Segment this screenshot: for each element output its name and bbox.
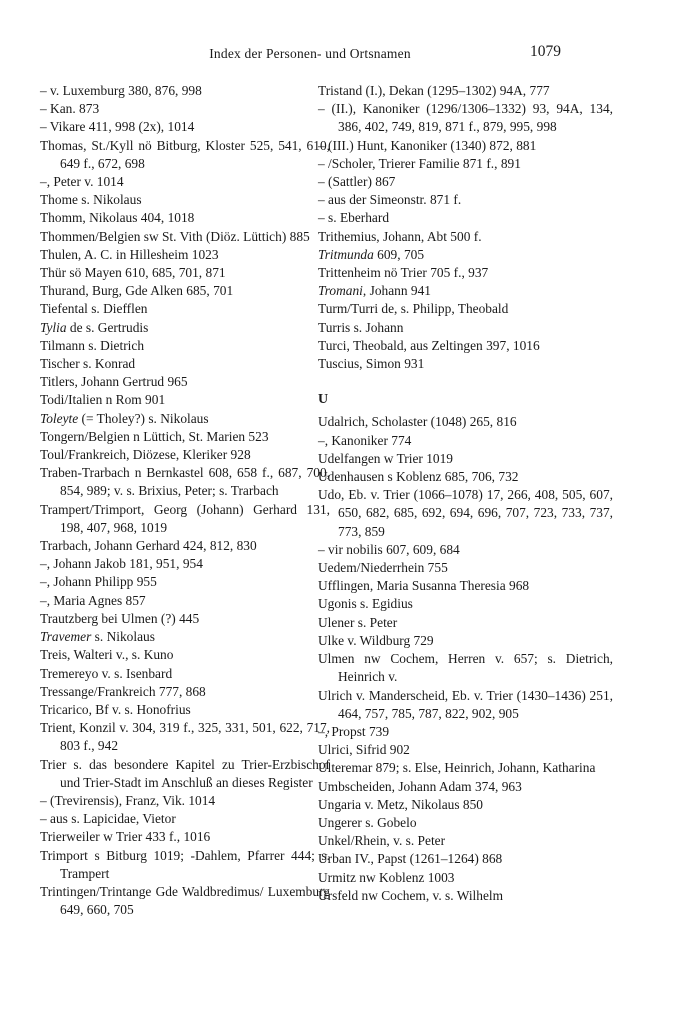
index-entry: Tricarico, Bf v. s. Honofrius: [40, 701, 191, 717]
index-entry: Turci, Theobald, aus Zeltingen 397, 1016: [318, 337, 540, 353]
index-entry: Trampert/Trimport, Georg (Johann) Gerhard 131, 198, 407, 968, 1019: [40, 501, 330, 535]
index-entry: Trimport s Bitburg 1019; -Dahlem, Pfarrer 444; s. Trampert: [40, 847, 330, 881]
index-entry: Tromani, Johann 941: [318, 283, 431, 299]
section-letter-u: U: [318, 392, 329, 408]
index-entry: – vir nobilis 607, 609, 684: [318, 541, 460, 557]
page-number: 1079: [530, 43, 561, 60]
index-entry: – (II.), Kanoniker (1296/1306–1332) 93, 94A, 134, 386, 402, 749, 819, 871 f., 879, 995, 998: [318, 101, 613, 135]
section-u: [318, 413, 613, 904]
index-entry: Ulrich v. Manderscheid, Eb. v. Trier (1430–1436) 251, 464, 757, 785, 787, 822, 902, 905: [318, 687, 613, 721]
index-entry: –, Kanoniker 774: [318, 432, 412, 448]
index-entry: Tremereyo v. s. Isenbard: [40, 665, 173, 681]
index-entry: – aus s. Lapicidae, Vietor: [40, 811, 176, 827]
index-entry: Umbscheiden, Johann Adam 374, 963: [318, 778, 522, 794]
index-entry: Ulrici, Sifrid 902: [318, 742, 410, 758]
index-entry: Unkel/Rhein, v. s. Peter: [318, 833, 446, 849]
index-entry: Ulener s. Peter: [318, 614, 398, 630]
index-entry: Udalrich, Scholaster (1048) 265, 816: [318, 414, 517, 430]
index-entry: Ürsfeld nw Cochem, v. s. Wilhelm: [318, 887, 504, 903]
index-entry: Turm/Turri de, s. Philipp, Theobald: [318, 301, 509, 317]
index-entry: Ugonis s. Egidius: [318, 596, 413, 612]
index-entry: Ufflingen, Maria Susanna Theresia 968: [318, 578, 530, 594]
index-entry: Udelfangen w Trier 1019: [318, 450, 454, 466]
index-entry: Udo, Eb. v. Trier (1066–1078) 17, 266, 408, 505, 607, 650, 682, 685, 692, 694, 696, 707, 723, 733, 737, 773, 859: [318, 487, 613, 539]
index-entry: Ungerer s. Gobelo: [318, 814, 417, 830]
index-entry: Tiefental s. Diefflen: [40, 301, 148, 317]
index-entry: – (Sattler) 867: [318, 174, 396, 190]
running-title: Index der Personen- und Ortsnamen: [209, 46, 411, 61]
index-entry: Trautzberg bei Ulmen (?) 445: [40, 610, 200, 626]
index-entry: Thomm, Nikolaus 404, 1018: [40, 210, 195, 226]
index-entry: Trithemius, Johann, Abt 500 f.: [318, 228, 482, 244]
page-header: [0, 44, 700, 66]
index-entry: – (III.) Hunt, Kanoniker (1340) 872, 881: [318, 137, 537, 153]
index-entry: Ungaria v. Metz, Nikolaus 850: [318, 796, 483, 812]
index-entry: Uedem/Niederrhein 755: [318, 560, 448, 576]
index-entry: Urmitz nw Koblenz 1003: [318, 869, 455, 885]
index-entry: – s. Eberhard: [318, 210, 390, 226]
index-entry: Tressange/Frankreich 777, 868: [40, 683, 206, 699]
index-entry: Traben-Trarbach n Bernkastel 608, 658 f., 687, 700, 854, 989; v. s. Brixius, Peter; s. Trarbach: [40, 465, 330, 499]
index-entry: Thulen, A. C. in Hillesheim 1023: [40, 246, 219, 262]
index-entry: –, Propst 739: [318, 723, 390, 739]
index-entry: Tilmann s. Dietrich: [40, 337, 145, 353]
index-entry: – Vikare 411, 998 (2x), 1014: [40, 119, 195, 135]
left-column: [40, 82, 330, 919]
index-entry: Toul/Frankreich, Diözese, Kleriker 928: [40, 447, 251, 463]
index-entry: Ulke v. Wildburg 729: [318, 632, 434, 648]
index-entry: Turris s. Johann: [318, 319, 404, 335]
index-entry: Thommen/Belgien sw St. Vith (Diöz. Lüttich) 885: [40, 228, 310, 244]
index-entry: Titlers, Johann Gertrud 965: [40, 374, 188, 390]
index-entry: Thomas, St./Kyll nö Bitburg, Kloster 525, 541, 610, 649 f., 672, 698: [40, 137, 330, 171]
index-entry: –, Johann Jakob 181, 951, 954: [40, 556, 203, 572]
index-entry: Trarbach, Johann Gerhard 424, 812, 830: [40, 538, 257, 554]
index-entry: Thür sö Mayen 610, 685, 701, 871: [40, 265, 226, 281]
section-t-continued: [318, 82, 613, 373]
index-entry: Ulmen nw Cochem, Herren v. 657; s. Dietrich, Heinrich v.: [318, 651, 613, 685]
index-entry: Trier s. das besondere Kapitel zu Trier-Erzbischof und Trier-Stadt im Anschluß an dieses Register: [40, 756, 330, 790]
index-entry: Udenhausen s Koblenz 685, 706, 732: [318, 469, 519, 485]
index-entry: Trintingen/Trintange Gde Waldbredimus/ Luxemburg 649, 660, 705: [40, 883, 330, 918]
index-entry: –, Johann Philipp 955: [40, 574, 157, 590]
index-entry: – (Trevirensis), Franz, Vik. 1014: [40, 792, 216, 808]
index-entry: – v. Luxemburg 380, 876, 998: [40, 83, 202, 98]
index-entry: – /Scholer, Trierer Familie 871 f., 891: [318, 155, 521, 171]
index-entry: Trierweiler w Trier 433 f., 1016: [40, 829, 211, 845]
index-entry: Treis, Walteri v., s. Kuno: [40, 647, 174, 663]
index-entry: Tischer s. Konrad: [40, 356, 136, 372]
index-entry: Tristand (I.), Dekan (1295–1302) 94A, 777: [318, 83, 550, 98]
index-entry: Tritmunda 609, 705: [318, 246, 425, 262]
index-entry: Tylia de s. Gertrudis: [40, 319, 149, 335]
right-column: [318, 82, 613, 905]
index-entry: – aus der Simeonstr. 871 f.: [318, 192, 462, 208]
index-entry: Tuscius, Simon 931: [318, 356, 425, 372]
index-entry: –, Maria Agnes 857: [40, 592, 146, 608]
index-entry: Ulteremar 879; s. Else, Heinrich, Johann, Katharina: [318, 760, 596, 776]
index-entry: –, Peter v. 1014: [40, 174, 124, 190]
index-entry: – Kan. 873: [40, 101, 100, 117]
index-entry: Tongern/Belgien n Lüttich, St. Marien 523: [40, 428, 269, 444]
index-entry: Todi/Italien n Rom 901: [40, 392, 166, 408]
index-entry: Travemer s. Nikolaus: [40, 629, 155, 645]
index-entry: Trient, Konzil v. 304, 319 f., 325, 331, 501, 622, 717, 803 f., 942: [40, 720, 330, 754]
index-entry: Thurand, Burg, Gde Alken 685, 701: [40, 283, 234, 299]
index-entry: Toleyte (= Tholey?) s. Nikolaus: [40, 410, 209, 426]
index-entry: Trittenheim nö Trier 705 f., 937: [318, 265, 489, 281]
index-entry: Thome s. Nikolaus: [40, 192, 142, 208]
index-entry: Urban IV., Papst (1261–1264) 868: [318, 851, 503, 867]
